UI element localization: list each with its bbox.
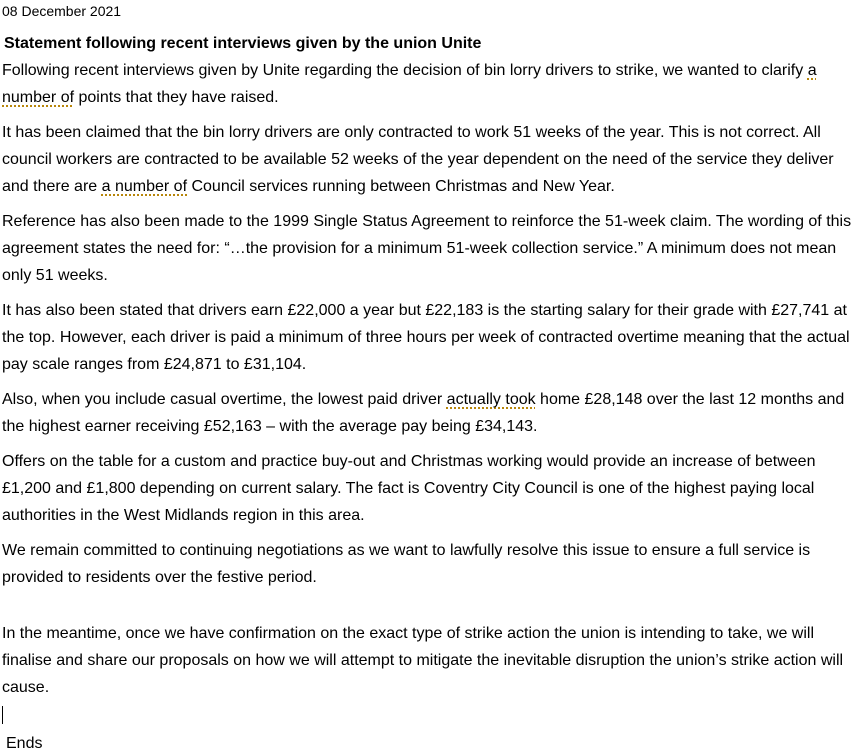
paragraph-3: Reference has also been made to the 1999 Single Status Agreement to reinforce the 51-week claim. The wording of this agreement states the need for: “…the provision for a minimum 51-week collection service.” A minimum does not mean only 51 weeks. [2,213,852,284]
paragraph-2-text-a: It has been claimed that the bin lorry drivers are only contracted to work 51 weeks of the year. This is not correct. All council workers are contracted to be available 52 weeks of the year dependent on the need of the service they deliver and there are [2,124,834,195]
paragraph-2-text-b: Council services running between Christmas and New Year. [187,178,615,195]
paragraph-6: Offers on the table for a custom and practice buy-out and Christmas working would provide an increase of between £1,200 and £1,800 depending on current salary. The fact is Coventry City Council is one of the highest paying local authorities in the West Midlands region in this area. [2,453,816,524]
paragraph-1-text-b: points that they have raised. [74,89,279,106]
paragraph-5 [2,386,858,440]
text-cursor[interactable] [2,706,3,724]
ends-label: Ends [6,735,43,752]
grammar-flag-a-number-of-2[interactable]: a number of [101,178,188,195]
paragraph-5-text-a: Also, when you include casual overtime, the lowest paid driver [2,391,447,408]
paragraph-1-text-a: Following recent interviews given by Unite regarding the decision of bin lorry drivers to strike, we wanted to clarify [2,62,808,79]
grammar-flag-a-number-of[interactable]: a number of [2,62,817,106]
paragraph-7: We remain committed to continuing negotiations as we want to lawfully resolve this issue to ensure a full service is provided to residents over the festive period. [2,542,811,586]
paragraph-5-text-b: home £28,148 over the last 12 months and the highest earner receiving £52,163 – with the average pay being £34,143. [2,391,845,435]
grammar-flag-actually-took[interactable]: actually took [446,391,536,408]
paragraph-4: It has also been stated that drivers earn £22,000 a year but £22,183 is the starting salary for their grade with £27,741 at the top. However, each driver is paid a minimum of three hours per week of contracted overtime meaning that the actual pay scale ranges from £24,871 to £31,104. [2,302,850,373]
document-body[interactable] [2,0,858,754]
statement-date: 08 December 2021 [2,3,122,19]
paragraph-2 [2,119,858,200]
statement-title: Statement following recent interviews given by the union Unite [4,35,482,52]
paragraph-1 [2,57,858,111]
paragraph-8: In the meantime, once we have confirmation on the exact type of strike action the union is intending to take, we will finalise and share our proposals on how we will attempt to mitigate the inevitable disruption the union’s strike action will cause. [2,625,844,696]
